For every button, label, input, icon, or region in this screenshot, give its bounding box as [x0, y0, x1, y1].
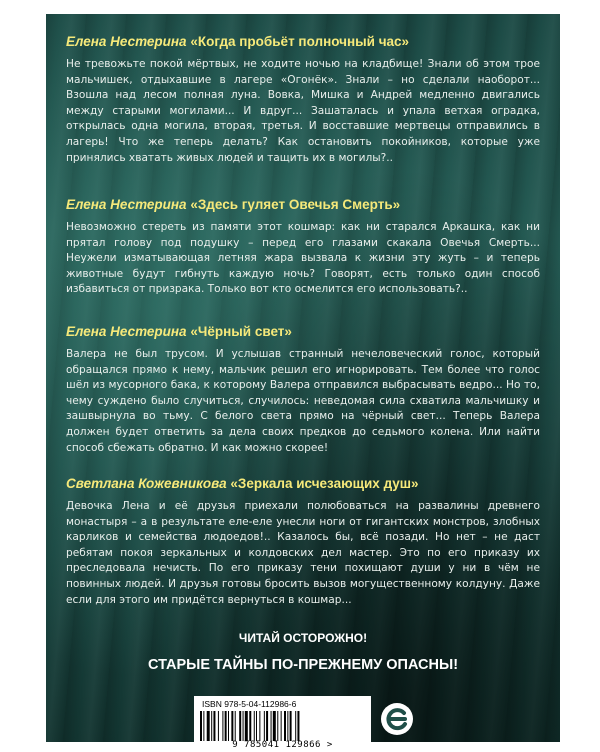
barcode-icon — [200, 711, 365, 741]
book-back-cover — [46, 14, 560, 750]
barcode-label — [194, 696, 371, 752]
series-slogan: СТАРЫЕ ТАЙНЫ ПО-ПРЕЖНЕМУ ОПАСНЫ! — [147, 657, 459, 673]
story-block-1 — [66, 34, 540, 166]
story-heading — [66, 476, 540, 491]
story-title: «Когда пробьёт полночный час» — [190, 34, 410, 49]
isbn-text: ISBN 978-5-04-112986-6 — [202, 699, 297, 709]
story-heading — [66, 34, 540, 49]
ean-digits: 9 785041 129866 > — [232, 740, 333, 750]
story-annotation: Девочка Лена и её друзья приехали полюбоваться на развалины древнего монастыря – а в результате еле-еле унесли ноги от гигантских монстров, злобных карликов и семейства людоедов!.. Казалось бы, всё позади. Но нет – не даст ребятам покоя зеркальных и колдовских дел мастер. Это по его приказу их преследовала нечисть. По его приказу тени похищают души у ни в чём не повинных людей. И друзья готовы бросить вызов могущественному колдуну. Даже если для этого им придётся вернуться в кошмар... — [66, 500, 540, 606]
story-annotation: Не тревожьте покой мёртвых, не ходите ночью на кладбище! Знали об этом трое мальчишек, отдыхавшие в лагере «Огонёк». Знали – но сделали наоборот... Взошла над лесом полная луна. Вовка, Мишка и Андрей медленно двигались между старыми могилами... И вдруг... Зашаталась и упала ветхая оградка, открылась одна могила, вторая, третья. И восставшие мертвецы отправились в лагерь! Что же теперь делать? Как остановить покойников, которые уже принялись хватать живых людей и тащить их в могилы?.. — [66, 58, 540, 164]
story-block-3 — [66, 324, 540, 456]
story-title: «Чёрный свет» — [190, 324, 292, 339]
story-heading — [66, 197, 540, 212]
story-block-4 — [66, 476, 540, 608]
warning-text: ЧИТАЙ ОСТОРОЖНО! — [238, 631, 368, 645]
story-heading — [66, 324, 540, 339]
story-author: Светлана Кожевникова — [66, 476, 227, 491]
story-annotation: Валера не был трусом. И услышав странный нечеловеческий голос, который обращался прямо к нему, мальчик решил его игнорировать. Тем более что голос шёл из мусорного бака, к которому Валера отправился выбрасывать ведро... Но то, чему суждено было случиться, случилось: неведомая сила схватила мальчишку и зашвырнула во тьму. С белого света прямо на чёрный свет... Теперь Валера должен будет ответить за дела своих предков до седьмого колена. Или найти способ сбежать обратно. И как можно скорее! — [66, 348, 540, 454]
story-block-2 — [66, 197, 540, 298]
story-title: «Зеркала исчезающих душ» — [230, 476, 419, 491]
story-author: Елена Нестерина — [66, 324, 187, 339]
story-annotation: Невозможно стереть из памяти этот кошмар: как ни старался Аркашка, как ни прятал голову под подушку – перед его глазами скакала Овечья Смерть... Неужели изматывающая летняя жара вызвала к жизни эту жуть – и теперь животные будут гибнуть каждую ночь? Говорят, есть только один способ избавиться от призрака. Только вот кто осмелится его использовать?.. — [66, 221, 540, 296]
story-author: Елена Нестерина — [66, 34, 187, 49]
story-author: Елена Нестерина — [66, 197, 187, 212]
publisher-logo-icon — [380, 702, 414, 736]
story-title: «Здесь гуляет Овечья Смерть» — [190, 197, 401, 212]
